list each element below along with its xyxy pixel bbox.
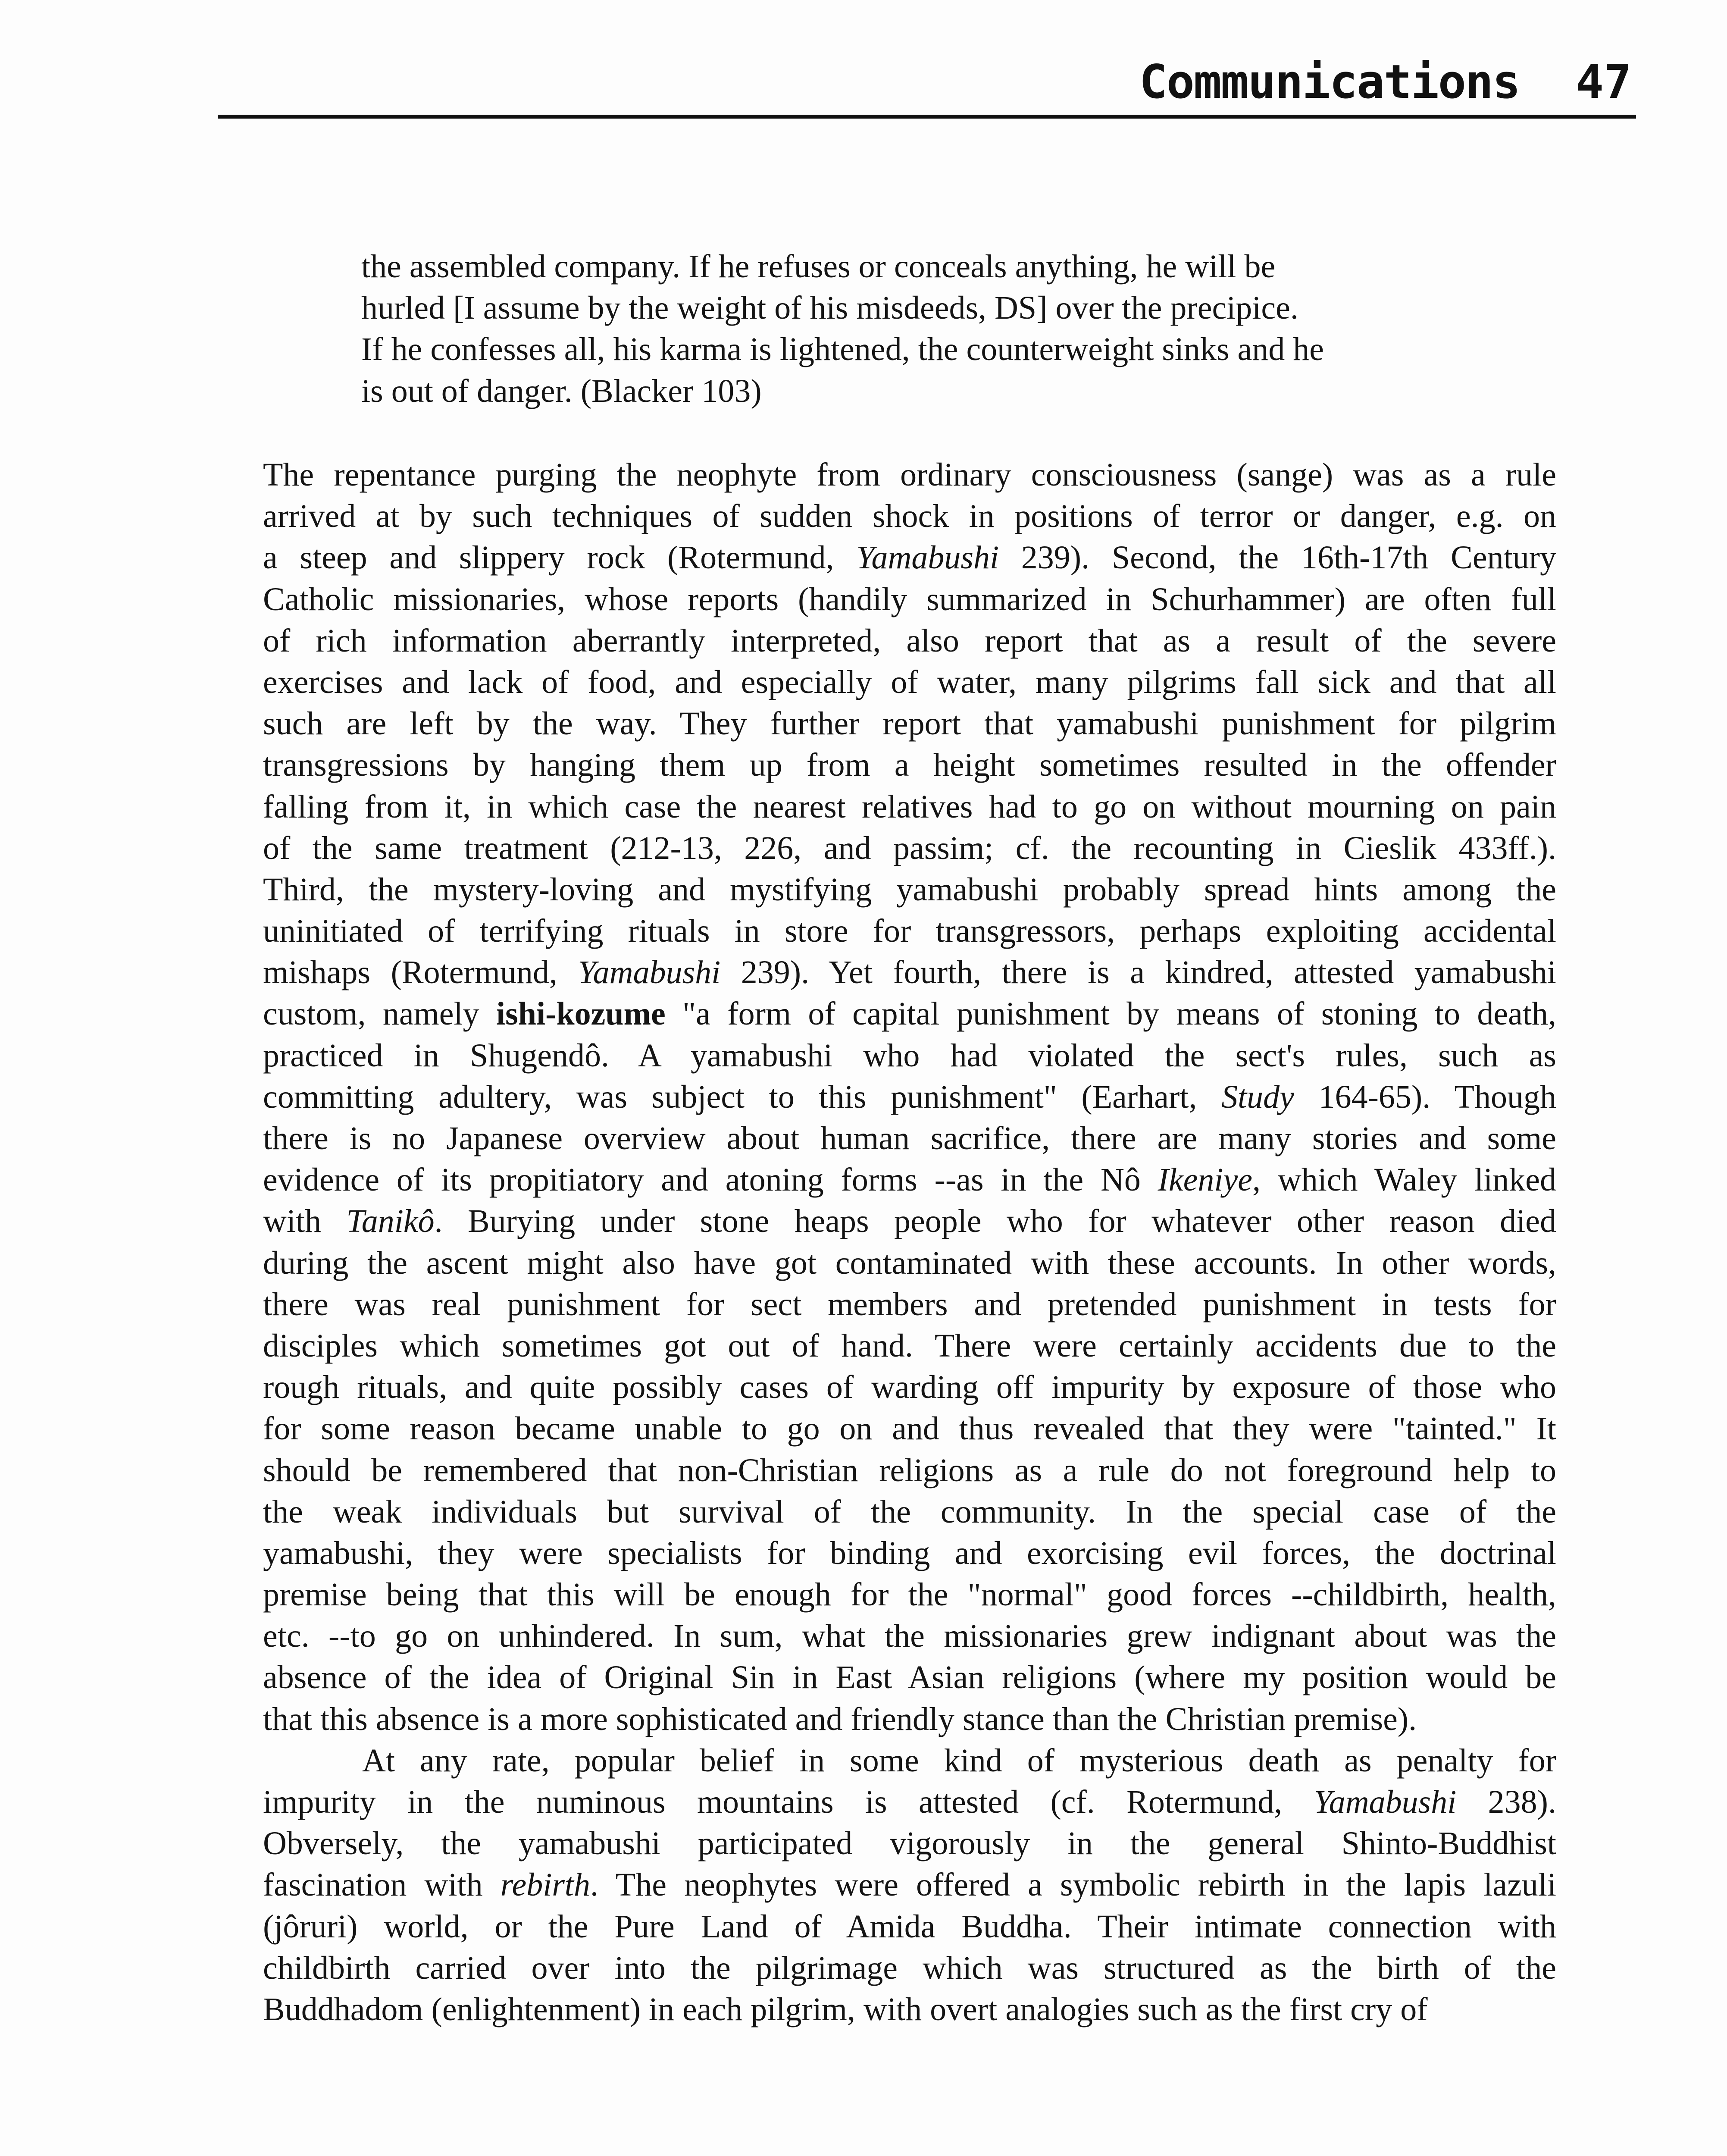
text-run: during the ascent might also have got contaminated with these accounts. In other words, [263, 1244, 1556, 1281]
text-run: mishaps (Rotermund, [263, 954, 578, 991]
body-line [263, 1242, 1556, 1284]
body-line [263, 703, 1556, 744]
text-run: a steep and slippery rock (Rotermund, [263, 539, 857, 576]
body-line [263, 1823, 1556, 1864]
quote-line: hurled [I assume by the weight of his misdeeds, DS] over the precipice. [361, 290, 1298, 326]
text-run: should be remembered that non-Christian religions as a rule do not foreground help to [263, 1452, 1556, 1489]
italic-text: Yamabushi [1314, 1784, 1457, 1820]
text-run: At any rate, popular belief in some kind of mysterious death as penalty for [362, 1742, 1556, 1779]
italic-text: Ikeniye [1158, 1162, 1253, 1198]
body-line [263, 786, 1556, 827]
text-run: 239). Second, the 16th-17th Century [999, 539, 1556, 576]
text-run: (jôruri) world, or the Pure Land of Amida Buddha. Their intimate connection with [263, 1908, 1556, 1945]
text-run: childbirth carried over into the pilgrimage which was structured as the birth of the [263, 1949, 1556, 1986]
text-run: there was real punishment for sect members and pretended punishment in tests for [263, 1286, 1556, 1322]
italic-text: Study [1221, 1078, 1294, 1115]
text-run: exercises and lack of food, and especially of water, many pilgrims fall sick and that all [263, 664, 1556, 700]
italic-text: Tanikô [346, 1203, 435, 1240]
body-line [263, 1740, 1556, 1781]
running-head-title: Communications [1139, 55, 1520, 109]
body-line [263, 1325, 1556, 1366]
body-line [263, 1989, 1556, 2030]
body-line [263, 1906, 1556, 1947]
italic-text: rebirth [500, 1867, 591, 1903]
body-line [263, 1200, 1556, 1242]
text-run: of the same treatment (212-13, 226, and passim; cf. the recounting in Cieslik 433ff.). [263, 830, 1556, 866]
text-run: falling from it, in which case the nearest relatives had to go on without mourning on pain [263, 788, 1556, 825]
body-line [263, 744, 1556, 786]
body-line [263, 1076, 1556, 1118]
body-line [263, 1159, 1556, 1200]
text-run: committing adultery, was subject to this punishment" (Earhart, [263, 1078, 1222, 1115]
text-run: evidence of its propitiatory and atoning forms --as in the Nô [263, 1162, 1158, 1198]
body-line [263, 869, 1556, 910]
text-run: such are left by the way. They further report that yamabushi punishment for pilgrim [263, 705, 1556, 742]
body-line [263, 1491, 1556, 1532]
text-run: the weak individuals but survival of the community. In the special case of the [263, 1493, 1556, 1530]
body-line [263, 1118, 1556, 1159]
quote-line: If he confesses all, his karma is lightened, the counterweight sinks and he [361, 331, 1324, 368]
italic-text: Yamabushi [578, 954, 721, 991]
body-line [263, 1035, 1556, 1076]
text-run: Buddhadom (enlightenment) in each pilgrim, with overt analogies such as the first cry of [263, 1991, 1428, 2028]
quote-line: is out of danger. (Blacker 103) [361, 373, 762, 409]
body-line [263, 1781, 1556, 1823]
text-run: with [263, 1203, 347, 1240]
body-line [263, 1698, 1556, 1740]
body-line [263, 495, 1556, 537]
body-line [263, 1657, 1556, 1698]
body-line [263, 1864, 1556, 1905]
body-line [263, 993, 1556, 1034]
text-run: etc. --to go on unhindered. In sum, what the missionaries grew indignant about was the [263, 1618, 1556, 1655]
body-line [263, 454, 1556, 495]
text-run: transgressions by hanging them up from a height sometimes resulted in the offender [263, 747, 1556, 783]
text-run: impurity in the numinous mountains is attested (cf. Rotermund, [263, 1784, 1314, 1820]
text-run: Obversely, the yamabushi participated vigorously in the general Shinto-Buddhist [263, 1825, 1556, 1862]
text-run: arrived at by such techniques of sudden shock in positions of terror or danger, e.g. on [263, 498, 1556, 535]
text-run: that this absence is a more sophisticated and friendly stance than the Christian premise). [263, 1701, 1417, 1737]
text-run: practiced in Shugendô. A yamabushi who had violated the sect's rules, such as [263, 1037, 1556, 1074]
text-run: "a form of capital punishment by means of stoning to death, [665, 996, 1556, 1032]
body-line [263, 620, 1556, 661]
text-run: there is no Japanese overview about human sacrifice, there are many stories and some [263, 1120, 1556, 1156]
text-run: absence of the idea of Original Sin in East Asian religions (where my position would be [263, 1659, 1556, 1696]
body-text [263, 454, 1556, 2030]
text-run: custom, namely [263, 996, 497, 1032]
body-line [263, 537, 1556, 578]
text-run: rough rituals, and quite possibly cases of warding off impurity by exposure of those who [263, 1369, 1556, 1406]
text-run: Third, the mystery-loving and mystifying yamabushi probably spread hints among the [263, 871, 1556, 908]
body-line [263, 1284, 1556, 1325]
body-line [263, 579, 1556, 620]
page-number: 47 [1575, 55, 1632, 109]
body-line [263, 1574, 1556, 1615]
text-run: of rich information aberrantly interpreted, also report that as a result of the severe [263, 622, 1556, 659]
text-run: 239). Yet fourth, there is a kindred, attested yamabushi [720, 954, 1556, 991]
text-run: disciples which sometimes got out of hand. There were certainly accidents due to the [263, 1327, 1556, 1364]
italic-text: Yamabushi [856, 539, 999, 576]
text-run: The repentance purging the neophyte from ordinary consciousness (sange) was as a rule [263, 457, 1556, 493]
running-head [218, 54, 1636, 119]
body-line [263, 1947, 1556, 1989]
body-line [263, 952, 1556, 993]
body-line [263, 827, 1556, 869]
text-run: Catholic missionaries, whose reports (handily summarized in Schurhammer) are often full [263, 581, 1556, 617]
text-run: , which Waley linked [1252, 1162, 1556, 1198]
text-run: yamabushi, they were specialists for binding and exorcising evil forces, the doctrinal [263, 1535, 1556, 1571]
text-run: for some reason became unable to go on and thus revealed that they were "tainted." It [263, 1410, 1556, 1447]
text-run: . The neophytes were offered a symbolic rebirth in the lapis lazuli [590, 1867, 1556, 1903]
body-line [263, 910, 1556, 952]
quote-line: the assembled company. If he refuses or conceals anything, he will be [361, 248, 1276, 285]
text-run: 164-65). Though [1294, 1078, 1556, 1115]
bold-term: ishi-kozume [496, 996, 666, 1032]
body-line [263, 1450, 1556, 1491]
block-quote [361, 246, 1463, 412]
body-line [263, 1532, 1556, 1574]
body-line [263, 661, 1556, 703]
text-run: fascination with [263, 1867, 501, 1903]
body-line [263, 1408, 1556, 1449]
body-line [263, 1615, 1556, 1657]
text-run: premise being that this will be enough for the "normal" good forces --childbirth, health, [263, 1576, 1556, 1613]
text-run: 238). [1456, 1784, 1556, 1820]
body-line [263, 1366, 1556, 1408]
text-run: uninitiated of terrifying rituals in store for transgressors, perhaps exploiting accidental [263, 913, 1556, 950]
text-run: . Burying under stone heaps people who for whatever other reason died [434, 1203, 1556, 1240]
